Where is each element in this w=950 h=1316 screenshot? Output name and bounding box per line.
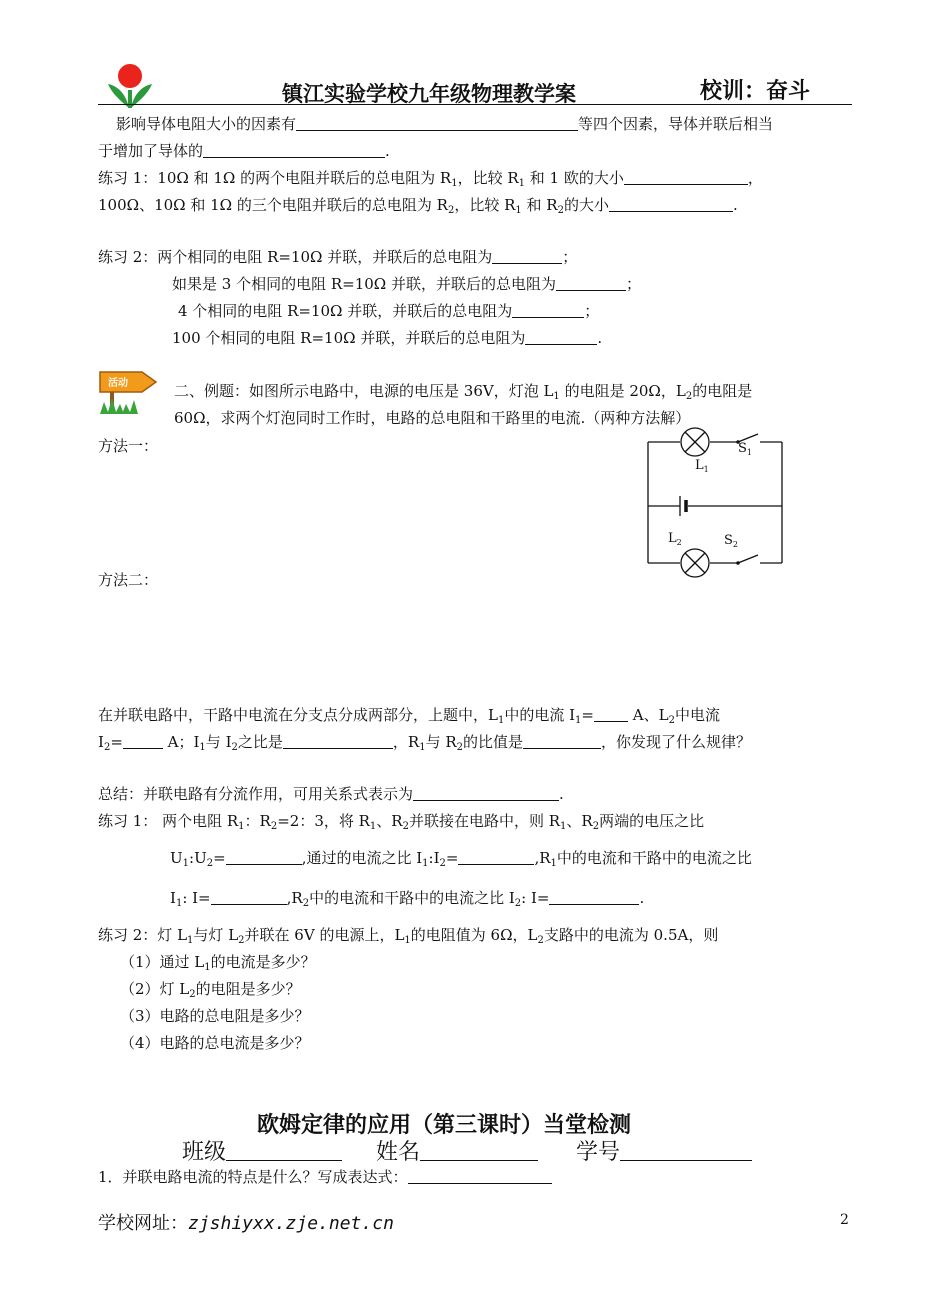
circuit-diagram — [640, 422, 800, 582]
answer-blank[interactable] — [512, 302, 584, 318]
practice2-question-3: （3）电路的总电阻是多少？ — [120, 1007, 310, 1025]
label-s1: $S_1$ — [738, 441, 752, 457]
quiz-info-row: 班级 姓名 学号 — [182, 1135, 752, 1166]
label-s2: $S_2$ — [724, 533, 738, 549]
practice1-line-1: 练习 1： 两个电阻 $R_1$：$R_2=2$：3，将 $R_1$、$R_2$并联接在电路中，则 $R_1$、$R_2$两端的电压之比 — [98, 812, 705, 832]
switch-s2-icon — [736, 555, 758, 565]
exercise1-line-2: 100Ω、10Ω 和 1Ω 的三个电阻并联后的总电阻为 $R_2$，比较 $R_1$ 和 $R_2$的大小 . — [98, 196, 738, 216]
student-id-field[interactable] — [620, 1140, 752, 1161]
answer-blank[interactable] — [296, 115, 578, 131]
school-logo — [104, 62, 156, 110]
school-website-link[interactable]: zjshiyxx.zje.net.cn — [188, 1213, 394, 1234]
example-line-1: 二、例题：如图所示电路中，电源的电压是 36V，灯泡 $L_1$ 的电阻是 20Ω，$L_2$的电阻是 — [174, 382, 753, 402]
battery-icon — [680, 496, 686, 516]
page-number: 2 — [840, 1212, 849, 1228]
answer-blank[interactable] — [458, 849, 534, 865]
parallel-line-1: 在并联电路中，干路中电流在分支点分成两部分，上题中，$L_1$中的电流 $I_1= A$、$L_2$中电流 — [98, 706, 720, 726]
exercise2-line-4: 100 个相同的电阻 R=10Ω 并联，并联后的总电阻为 . — [172, 329, 603, 347]
answer-blank[interactable] — [123, 733, 163, 749]
exercise2-line-1: 练习 2：两个相同的电阻 R=10Ω 并联，并联后的总电阻为 ； — [98, 248, 578, 266]
summary-line: 总结：并联电路有分流作用，可用关系式表示为 . — [98, 785, 564, 803]
answer-blank[interactable] — [492, 248, 562, 264]
name-field[interactable] — [420, 1140, 538, 1161]
exercise2-line-3: 4 个相同的电阻 R=10Ω 并联，并联后的总电阻为 ； — [178, 302, 600, 320]
answer-blank[interactable] — [549, 889, 639, 905]
quiz-question-1: 1．并联电路电流的特点是什么？写成表达式： — [98, 1167, 552, 1187]
method-two-label: 方法二： — [98, 571, 159, 589]
answer-blank[interactable] — [556, 275, 626, 291]
answer-blank[interactable] — [525, 329, 597, 345]
answer-blank[interactable] — [408, 1168, 552, 1184]
practice1-line-3: $I_1$: $I= ,R_2$中的电流和干路中的电流之比 $I_2$: I= . — [170, 889, 645, 909]
label-l1: $L_1$ — [695, 458, 709, 474]
method-one-label: 方法一： — [98, 437, 159, 455]
intro-line-2: 于增加了导体的 . — [98, 142, 390, 160]
activity-sign-icon — [98, 364, 160, 416]
answer-blank[interactable] — [523, 733, 601, 749]
practice1-line-2: $U_1:U_2=$ ,通过的电流之比 $I_1:I_2= ,R_1$中的电流和干路中的电流之比 — [170, 849, 752, 869]
answer-blank[interactable] — [624, 169, 748, 185]
answer-blank[interactable] — [594, 706, 628, 722]
answer-blank[interactable] — [211, 889, 287, 905]
lamp-l2-icon — [681, 549, 709, 577]
header-divider — [98, 104, 852, 105]
answer-blank[interactable] — [226, 849, 302, 865]
answer-blank[interactable] — [203, 142, 385, 158]
class-field[interactable] — [226, 1140, 342, 1161]
svg-text:活动: 活动 — [108, 378, 128, 389]
header-motto: 校训：奋斗 — [700, 79, 811, 104]
practice2-line-1: 练习 2：灯 $L_1$与灯 $L_2$并联在 6V 的电源上，$L_1$的电阻值为 6Ω，$L_2$支路中的电流为 0.5A，则 — [98, 926, 719, 946]
lamp-l1-icon — [681, 428, 709, 456]
answer-blank[interactable] — [609, 196, 733, 212]
exercise1-line-1: 练习 1：10Ω 和 1Ω 的两个电阻并联后的总电阻为 $R_1$，比较 $R_1$ 和 1 欧的大小 ， — [98, 169, 763, 189]
footer-website: 学校网址：zjshiyxx.zje.net.cn — [98, 1213, 394, 1234]
answer-blank[interactable] — [283, 733, 393, 749]
example-line-2: 60Ω，求两个灯泡同时工作时，电路的总电阻和干路里的电流.（两种方法解） — [174, 409, 691, 427]
practice2-question-2: （2）灯 $L_2$的电阻是多少？ — [120, 980, 301, 1000]
header-title: 镇江实验学校九年级物理教学案 — [282, 82, 576, 106]
quiz-title: 欧姆定律的应用（第三课时）当堂检测 — [257, 1113, 632, 1138]
parallel-line-2: $I_2= A$；$I_1$与 $I_2$之比是 ，$R_1$与 $R_2$的比值是 ，你发现了什么规律？ — [98, 733, 752, 753]
exercise2-line-2: 如果是 3 个相同的电阻 R=10Ω 并联，并联后的总电阻为 ； — [172, 275, 642, 293]
practice2-question-1: （1）通过 $L_1$的电流是多少？ — [120, 953, 316, 973]
intro-line-1: 影响导体电阻大小的因素有 等四个因素，导体并联后相当 — [116, 115, 774, 133]
practice2-question-4: （4）电路的总电流是多少？ — [120, 1034, 310, 1052]
label-l2: $L_2$ — [668, 531, 682, 547]
answer-blank[interactable] — [413, 785, 559, 801]
